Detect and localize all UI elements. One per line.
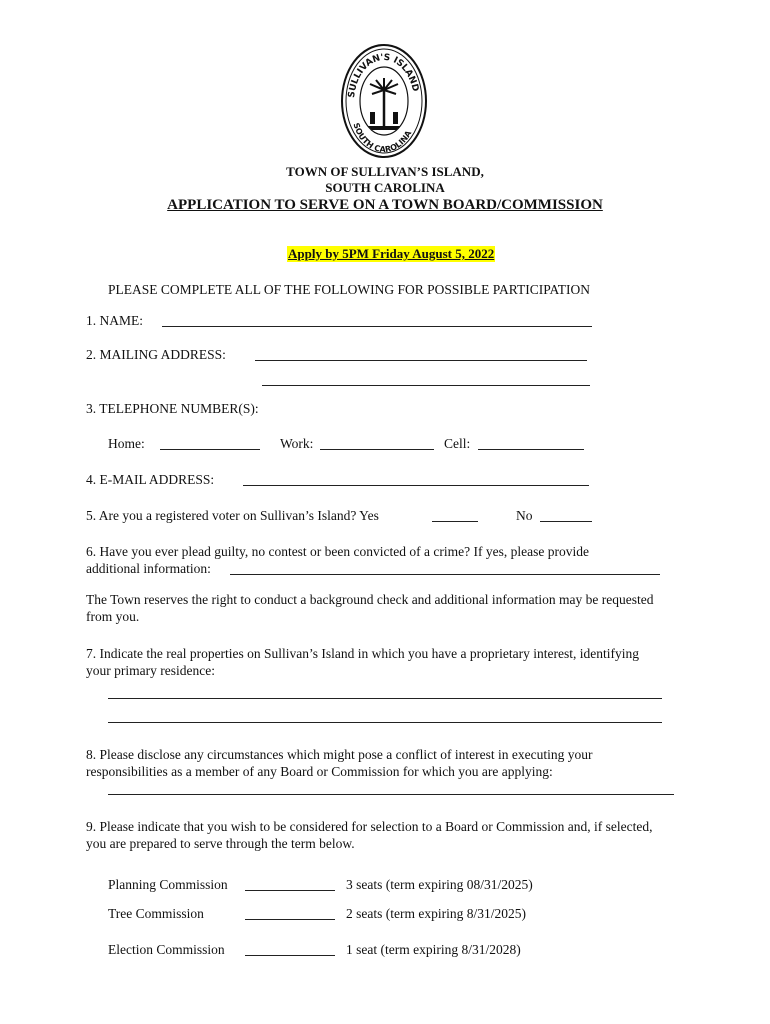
commission-term: 1 seat (term expiring 8/31/2028) [346,942,521,957]
email-label: 4. E-MAIL ADDRESS: [86,472,215,487]
q6-text-2: additional information: [86,561,211,576]
form-title: APPLICATION TO SERVE ON A TOWN BOARD/COMMISSION [167,197,603,213]
home-phone-field[interactable] [160,449,260,450]
town-name: TOWN OF SULLIVAN’S ISLAND, [286,164,484,179]
q8-text: 8. Please disclose any circumstances which might pose a conflict of interest in executing your responsibilities as a member of any Board or Commission for which you are applying: [86,747,593,779]
svg-text:SULLIVAN'S ISLAND: SULLIVAN'S ISLAND [347,52,421,99]
home-label: Home: [108,436,145,451]
q9-text: 9. Please indicate that you wish to be considered for selection to a Board or Commission and, if selected, you are prepared to serve through the term below. [86,819,653,851]
q7-field-line2[interactable] [108,722,662,723]
address-field-line2[interactable] [262,385,590,386]
q7-field-line1[interactable] [108,698,662,699]
q7-text: 7. Indicate the real properties on Sullivan’s Island in which you have a proprietary interest, identifying your primary residence: [86,646,639,678]
work-phone-field[interactable] [320,449,434,450]
cell-label: Cell: [444,436,471,451]
commission-term: 2 seats (term expiring 8/31/2025) [346,906,526,921]
election-commission-field[interactable] [245,955,335,956]
deadline-notice: Apply by 5PM Friday August 5, 2022 [288,246,495,261]
address-field-line1[interactable] [255,360,587,361]
email-field[interactable] [243,485,589,486]
background-check-note: The Town reserves the right to conduct a background check and additional information may be requested from you. [86,592,654,624]
seal-graphic [340,42,428,160]
svg-text:SOUTH CAROLINA: SOUTH CAROLINA [351,121,414,155]
planning-commission-field[interactable] [245,890,335,891]
intro-text: PLEASE COMPLETE ALL OF THE FOLLOWING FOR POSSIBLE PARTICIPATION [108,282,590,297]
q8-field[interactable] [108,794,674,795]
commission-name: Planning Commission [108,877,228,892]
town-seal [340,42,428,160]
name-field[interactable] [162,326,592,327]
commission-name: Election Commission [108,942,225,957]
commission-term: 3 seats (term expiring 08/31/2025) [346,877,533,892]
voter-no-label: No [516,508,533,523]
q6-text: 6. Have you ever plead guilty, no contest or been convicted of a crime? If yes, please provide [86,544,589,559]
telephone-label: 3. TELEPHONE NUMBER(S): [86,401,259,416]
cell-phone-field[interactable] [478,449,584,450]
voter-question: 5. Are you a registered voter on Sullivan’s Island? Yes [86,508,379,523]
address-label: 2. MAILING ADDRESS: [86,347,226,362]
voter-no-field[interactable] [540,521,592,522]
commission-name: Tree Commission [108,906,204,921]
name-label: 1. NAME: [86,313,143,328]
tree-commission-field[interactable] [245,919,335,920]
state-name: SOUTH CAROLINA [325,180,445,195]
q6-field[interactable] [230,574,660,575]
voter-yes-field[interactable] [432,521,478,522]
work-label: Work: [280,436,314,451]
